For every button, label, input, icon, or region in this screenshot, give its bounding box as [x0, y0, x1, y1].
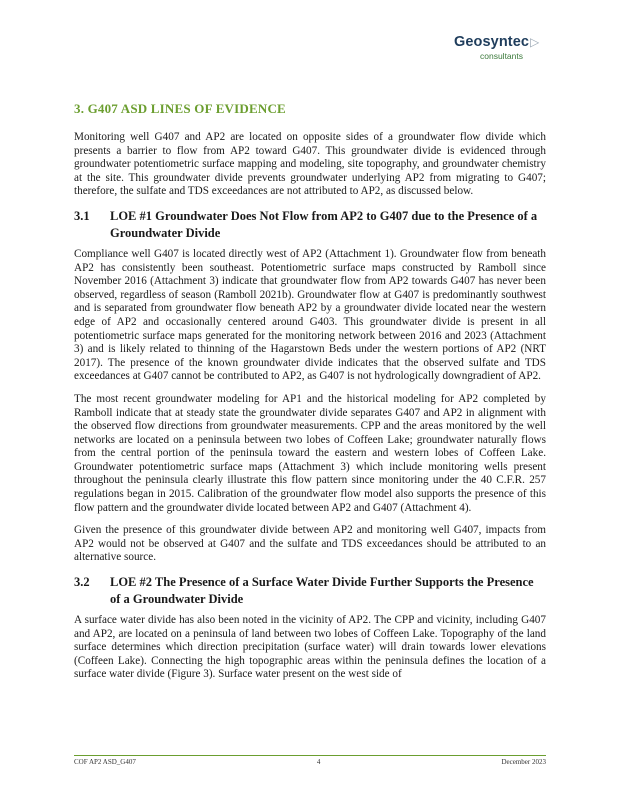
subsection-number: 3.1 — [74, 208, 90, 223]
logo-wordmark: Geosyntec▷ — [454, 34, 540, 50]
footer-divider — [74, 755, 546, 756]
logo-mark-icon: ▷ — [530, 35, 540, 49]
page-footer — [74, 758, 546, 766]
logo-subtext: consultants — [480, 51, 523, 61]
company-logo — [454, 34, 594, 61]
footer-document-id: COF AP2 ASD_G407 — [74, 758, 136, 766]
subsection-heading-1 — [74, 208, 546, 242]
body-paragraph: The most recent groundwater modeling for AP1 and the historical modeling for AP2 completed by Ramboll indicate that at steady state the groundwater divide separates G407 and AP2 in alignment with the observed flow directions from groundwater measurements. CPP and the areas monitored by the well networks are located on a peninsula between two lobes of Coffeen Lake; groundwater naturally flows from the central portion of the peninsula toward the eastern and western lobes of Coffeen Lake. Groundwater potentiometric surface maps (Attachment 3) which include monitoring wells present throughout the peninsula clearly illustrate this flow pattern since monitoring under the 40 C.F.R. 257 regulations began in 2015. Calibration of the groundwater flow model also supports the presence of this flow pattern and the groundwater divide located between AP2 and G407 (Attachment 4). — [74, 392, 546, 514]
footer-page-number: 4 — [316, 758, 321, 766]
section-intro-paragraph: Monitoring well G407 and AP2 are located on opposite sides of a groundwater flow divide which presents a barrier to flow from AP2 toward G407. This groundwater divide is evidenced through groundwater potentiometric surface mapping and modeling, site topography, and groundwater chemistry at the site. This groundwater divide prevents groundwater underlying AP2 from migrating to G407; therefore, the sulfate and TDS exceedances are not attributed to AP2, as discussed below. — [74, 131, 546, 198]
subsection-number: 3.2 — [74, 575, 90, 590]
document-body — [74, 101, 546, 691]
subsection-title: LOE #1 Groundwater Does Not Flow from AP2 to G407 due to the Presence of a Groundwater Divide — [110, 208, 538, 240]
footer-date: December 2023 — [501, 758, 546, 766]
body-paragraph: A surface water divide has also been noted in the vicinity of AP2. The CPP and vicinity, including G407 and AP2, are located on a peninsula of land between two lobes of Coffeen Lake. Topography of the land surface determines which direction precipitation (surface water) will drain towards lower elevations (Coffeen Lake). Connecting the high topographic areas within the peninsula defines the location of a surface water divide (Figure 3). Surface water present on the west side of — [74, 614, 546, 681]
subsection-title: LOE #2 The Presence of a Surface Water Divide Further Supports the Presence of a Groundwater Divide — [110, 575, 534, 607]
section-heading: 3. G407 ASD LINES OF EVIDENCE — [74, 101, 286, 116]
subsection-heading-2 — [74, 574, 546, 608]
body-paragraph: Compliance well G407 is located directly west of AP2 (Attachment 1). Groundwater flow from beneath AP2 has consistently been southeast. Potentiometric surface maps constructed by Ramboll since November 2016 (Attachment 3) indicate that groundwater flow from AP2 towards G407 has never been observed, regardless of season (Ramboll 2021b). Groundwater flow at G407 is predominantly southwest and is separated from groundwater flow beneath AP2 by a groundwater divide located near the western edge of AP2 and occasionally centered around G403. This groundwater divide is present in all potentiometric surface maps generated for the monitoring network between 2016 and 2023 (Attachment 3) and is likely related to thinning of the Hagarstown Beds under the western portions of AP2 (NRT 2017). The presence of the known groundwater divide indicates that the observed sulfate and TDS exceedances at G407 cannot be contributed to AP2, as G407 is not hydrologically downgradient of AP2. — [74, 247, 546, 383]
body-paragraph: Given the presence of this groundwater divide between AP2 and monitoring well G407, impacts from AP2 would not be observed at G407 and the sulfate and TDS exceedances should be attributed to an alternative source. — [74, 524, 546, 564]
